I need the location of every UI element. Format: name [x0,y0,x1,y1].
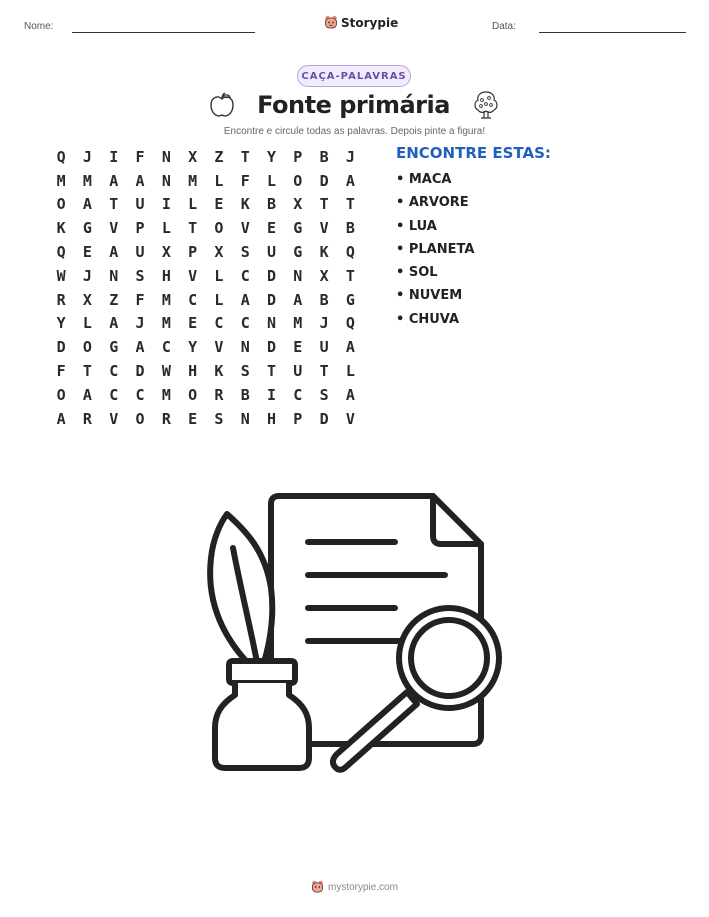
grid-letter[interactable]: N [293,266,303,285]
grid-letter[interactable]: D [267,290,277,309]
grid-letter[interactable]: E [293,338,303,357]
grid-letter[interactable]: A [82,195,92,214]
grid-letter[interactable]: C [109,385,119,404]
grid-letter[interactable]: Y [267,147,277,166]
grid-letter[interactable]: L [267,171,277,190]
grid-letter[interactable]: W [56,266,66,285]
grid-letter[interactable]: G [345,290,355,309]
grid-letter[interactable]: V [319,219,329,238]
grid-letter[interactable]: T [345,195,355,214]
grid-letter[interactable]: A [56,409,66,428]
grid-letter[interactable]: C [188,290,198,309]
grid-letter[interactable]: N [240,409,250,428]
grid-letter[interactable]: V [109,409,119,428]
title-row [0,90,709,120]
grid-letter[interactable]: G [82,219,92,238]
grid-letter[interactable]: S [240,243,250,262]
grid-letter[interactable]: O [214,219,224,238]
grid-letter[interactable]: C [214,314,224,333]
grid-letter[interactable]: C [240,266,250,285]
grid-letter[interactable]: Q [345,243,355,262]
grid-letter[interactable]: O [56,385,66,404]
grid-letter[interactable]: S [240,362,250,381]
grid-letter[interactable]: V [240,219,250,238]
brand-logo [324,15,398,30]
grid-letter[interactable]: C [240,314,250,333]
grid-letter[interactable]: I [161,195,171,214]
footer [0,880,709,894]
grid-letter[interactable]: B [240,385,250,404]
apple-icon [209,91,235,119]
grid-letter[interactable]: M [161,385,171,404]
grid-letter[interactable]: L [214,171,224,190]
grid-letter[interactable]: J [319,314,329,333]
grid-letter[interactable]: Y [56,314,66,333]
grid-letter[interactable]: T [109,195,119,214]
grid-letter[interactable]: Q [56,147,66,166]
page-title: Fonte primária [257,91,450,119]
grid-letter[interactable]: E [82,243,92,262]
grid-letter[interactable]: V [109,219,119,238]
date-label: Data: [492,21,516,32]
grid-letter[interactable]: M [293,314,303,333]
grid-letter[interactable]: A [135,338,145,357]
grid-letter[interactable]: B [345,219,355,238]
word-item: • NUVEM [396,288,463,304]
grid-letter[interactable]: X [82,290,92,309]
grid-letter[interactable]: T [319,362,329,381]
grid-letter[interactable]: B [319,147,329,166]
grid-letter[interactable]: C [293,385,303,404]
storypie-logo-icon [311,880,324,894]
grid-letter[interactable]: A [109,171,119,190]
grid-letter[interactable]: F [56,362,66,381]
grid-letter[interactable]: L [82,314,92,333]
grid-letter[interactable]: S [214,409,224,428]
word-item: • SOL [396,265,438,281]
grid-letter[interactable]: E [267,219,277,238]
date-line [539,32,686,33]
footer-url[interactable]: mystorypie.com [327,881,398,893]
grid-letter[interactable]: B [319,290,329,309]
grid-letter[interactable]: A [109,314,119,333]
grid-letter[interactable]: J [82,147,92,166]
grid-letter[interactable]: T [267,362,277,381]
grid-letter[interactable]: L [161,219,171,238]
storypie-logo-icon [324,15,338,30]
grid-letter[interactable]: R [161,409,171,428]
grid-letter[interactable]: H [161,266,171,285]
word-item: • CHUVA [396,311,460,327]
grid-letter[interactable]: L [188,195,198,214]
word-item: • MACA [396,172,452,187]
grid-letter[interactable]: J [135,314,145,333]
grid-letter[interactable]: K [319,243,329,262]
grid-letter[interactable]: U [267,243,277,262]
grid-letter[interactable]: Y [188,338,198,357]
grid-letter[interactable]: Z [214,147,224,166]
grid-letter[interactable]: T [82,362,92,381]
grid-letter[interactable]: M [188,171,198,190]
grid-letter[interactable]: Z [109,290,119,309]
grid-letter[interactable]: D [267,338,277,357]
grid-letter[interactable]: S [319,385,329,404]
grid-letter[interactable]: X [319,266,329,285]
instructions: Encontre e circule todas as palavras. Depois pinte a figura! [223,126,486,137]
grid-letter[interactable]: T [240,147,250,166]
grid-letter[interactable]: M [161,314,171,333]
grid-letter[interactable]: T [188,219,198,238]
grid-letter[interactable]: N [161,171,171,190]
word-search-grid[interactable] [48,145,364,431]
grid-letter[interactable]: A [109,243,119,262]
grid-letter[interactable]: K [56,219,66,238]
grid-letter[interactable]: X [293,195,303,214]
grid-letter[interactable]: U [319,338,329,357]
word-item: • LUA [396,218,437,234]
grid-letter[interactable]: O [188,385,198,404]
grid-letter[interactable]: R [82,409,92,428]
grid-letter[interactable]: D [135,362,145,381]
grid-letter[interactable]: G [293,243,303,262]
grid-letter[interactable]: I [109,147,119,166]
grid-letter[interactable]: E [188,314,198,333]
name-line [72,32,255,33]
grid-letter[interactable]: A [345,338,355,357]
grid-letter[interactable]: L [345,362,355,381]
document-quill-magnifier-illustration[interactable] [195,488,515,788]
grid-letter[interactable]: X [161,243,171,262]
grid-letter[interactable]: I [267,385,277,404]
grid-letter[interactable]: E [214,195,224,214]
grid-letter[interactable]: K [214,362,224,381]
grid-letter[interactable]: F [240,171,250,190]
grid-letter[interactable]: F [135,290,145,309]
grid-letter[interactable]: L [214,290,224,309]
grid-letter[interactable]: P [135,219,145,238]
grid-letter[interactable]: A [345,385,355,404]
word-item: • ARVORE [396,195,469,211]
grid-letter[interactable]: O [82,338,92,357]
grid-letter[interactable]: C [135,385,145,404]
grid-letter[interactable]: H [188,362,198,381]
grid-letter[interactable]: B [267,195,277,214]
grid-letter[interactable]: P [188,243,198,262]
grid-letter[interactable]: D [56,338,66,357]
grid-letter[interactable]: K [240,195,250,214]
grid-letter[interactable]: M [161,290,171,309]
word-list [396,170,474,333]
grid-letter[interactable]: D [319,171,329,190]
grid-letter[interactable]: A [82,385,92,404]
grid-letter[interactable]: F [135,147,145,166]
grid-letter[interactable]: A [345,171,355,190]
grid-letter[interactable]: N [267,314,277,333]
grid-letter[interactable]: W [161,362,171,381]
grid-letter[interactable]: M [82,171,92,190]
name-label: Nome: [24,21,54,32]
grid-letter[interactable]: Q [345,314,355,333]
grid-letter[interactable]: A [293,290,303,309]
brand-name: Storypie [341,15,399,30]
grid-letter[interactable]: N [161,147,171,166]
grid-letter[interactable]: S [135,266,145,285]
grid-letter[interactable]: D [319,409,329,428]
grid-letter[interactable]: X [188,147,198,166]
grid-letter[interactable]: P [293,147,303,166]
grid-letter[interactable]: A [240,290,250,309]
grid-letter[interactable]: T [319,195,329,214]
grid-letter[interactable]: L [214,266,224,285]
grid-letter[interactable]: C [161,338,171,357]
grid-letter[interactable]: U [293,362,303,381]
grid-letter[interactable]: V [345,409,355,428]
grid-letter[interactable]: M [56,171,66,190]
word-list-title: ENCONTRE ESTAS: [396,144,551,162]
grid-letter[interactable]: H [267,409,277,428]
grid-letter[interactable]: Q [56,243,66,262]
grid-letter[interactable]: R [214,385,224,404]
grid-letter[interactable]: P [293,409,303,428]
grid-letter[interactable]: J [82,266,92,285]
grid-letter[interactable]: U [135,243,145,262]
grid-letter[interactable]: U [135,195,145,214]
grid-letter[interactable]: N [109,266,119,285]
grid-letter[interactable]: G [109,338,119,357]
grid-letter[interactable]: O [293,171,303,190]
grid-letter[interactable]: J [345,147,355,166]
grid-letter[interactable]: E [188,409,198,428]
worksheet-type-badge: CAÇA-PALAVRAS [297,65,411,87]
grid-letter[interactable]: V [214,338,224,357]
grid-letter[interactable]: C [109,362,119,381]
word-item: • PLANETA [396,241,475,257]
grid-letter[interactable]: T [345,266,355,285]
grid-letter[interactable]: O [135,409,145,428]
grid-letter[interactable]: X [214,243,224,262]
grid-letter[interactable]: D [267,266,277,285]
grid-letter[interactable]: R [56,290,66,309]
grid-letter[interactable]: A [135,171,145,190]
tree-icon [472,90,500,120]
grid-letter[interactable]: O [56,195,66,214]
grid-letter[interactable]: V [188,266,198,285]
grid-letter[interactable]: N [240,338,250,357]
grid-letter[interactable]: G [293,219,303,238]
